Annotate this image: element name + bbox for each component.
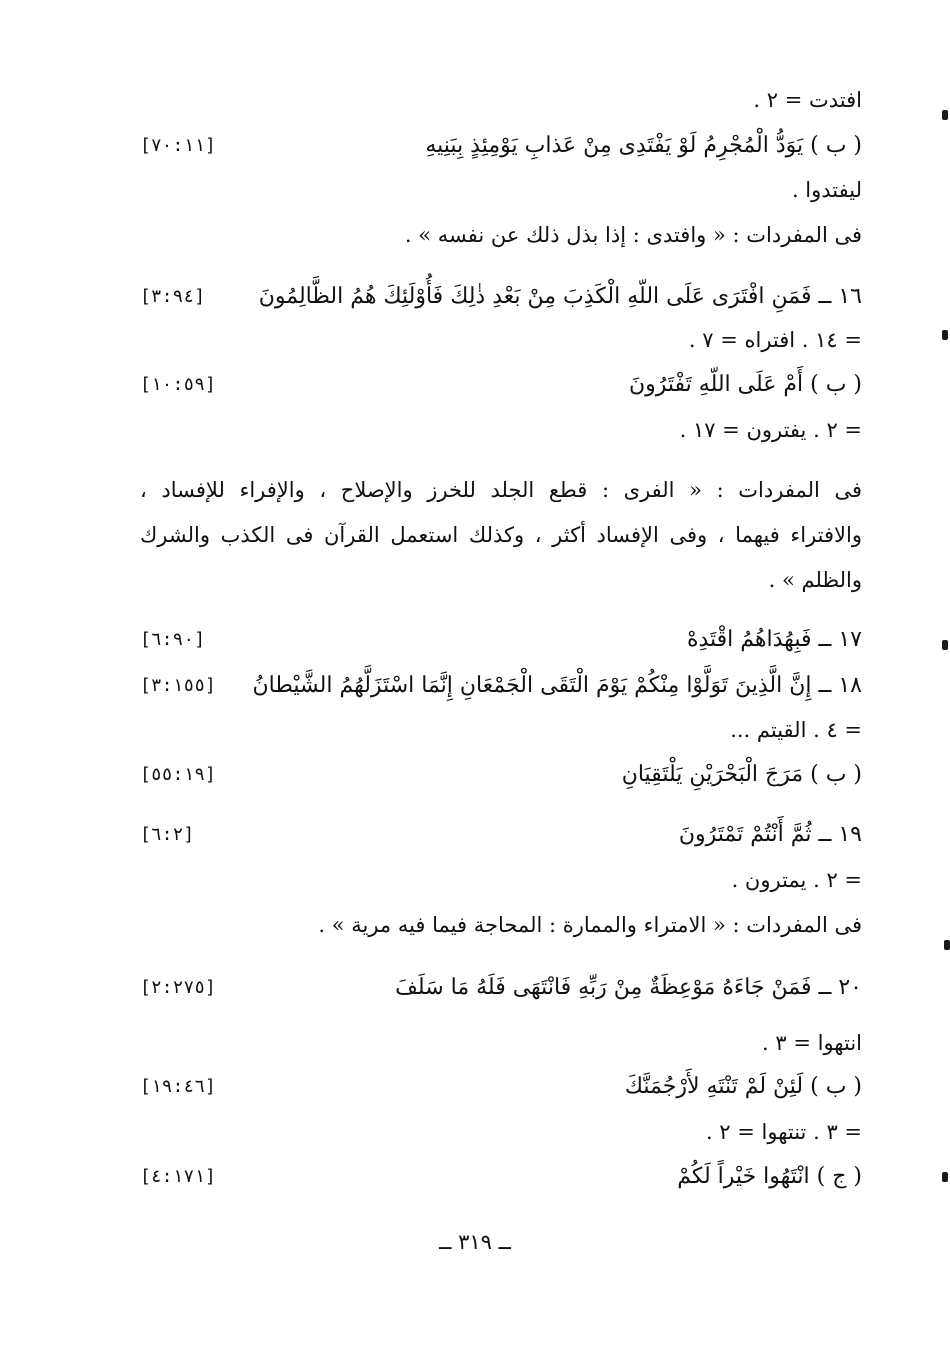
verse-line — [140, 1067, 862, 1107]
verse-text: ( ب ) أَمْ عَلَى اللّهِ تَفْتَرُونَ — [628, 372, 862, 397]
verse-text: ( ب ) مَرَجَ الْبَحْرَيْنِ يَلْتَقِيَانِ — [621, 762, 862, 787]
text-line — [140, 80, 862, 120]
verse-line — [140, 1157, 862, 1197]
text-line — [140, 710, 862, 750]
text-line — [140, 320, 862, 360]
verse-line — [140, 277, 862, 317]
line-text: انتهوا = ٣ . — [762, 1031, 862, 1055]
margin-mark — [942, 1172, 948, 1182]
line-text: فى المفردات : « الامتراء والممارة : المحاجة فيما فيه مرية » . — [318, 913, 862, 937]
verse-text: ١٧ ــ فَبِهُدَاهُمُ اقْتَدِهْ — [686, 627, 862, 652]
verse-line — [140, 126, 862, 166]
verse-line — [140, 968, 862, 1008]
verse-line — [140, 620, 862, 660]
line-text: = ٢ . يمترون . — [731, 868, 862, 892]
line-text: فى المفردات : « الفرى : قطع الجلد للخرز والإصلاح ، والإفراء للإفساد ، — [140, 478, 862, 502]
verse-text: ( ب ) يَوَدُّ الْمُجْرِمُ لَوْ يَفْتَدِى مِنْ عَذابِ يَوْمِئِذٍ بِبَنِيهِ — [425, 133, 862, 158]
line-text: = ٣ . تنتهوا = ٢ . — [705, 1120, 862, 1144]
verse-reference: [١٩:٤٦] — [140, 1076, 216, 1097]
line-text: = ٢ . يفترون = ١٧ . — [679, 418, 862, 442]
verse-text: ( ج ) انْتَهُوا خَيْراً لَكُمْ — [677, 1164, 862, 1189]
verse-reference: [١٠:٥٩] — [140, 374, 216, 395]
margin-mark — [942, 110, 948, 120]
page-number: ــ ٣١٩ ــ — [439, 1230, 511, 1254]
text-line — [140, 170, 862, 210]
verse-reference: [٥٥:١٩] — [140, 764, 216, 785]
text-line — [140, 1023, 862, 1063]
verse-reference: [٣:١٥٥] — [140, 675, 216, 696]
line-text: ليفتدوا . — [791, 178, 862, 202]
verse-text: ١٨ ــ إِنَّ الَّذِينَ تَوَلَّوْا مِنْكُمْ يَوْمَ الْتَقَى الْجَمْعَانِ إِنَّمَا اسْتَزَلَّهُمُ الشَّيْطانُ — [252, 673, 862, 698]
margin-mark — [942, 640, 948, 650]
text-line — [140, 410, 862, 450]
dictionary-note — [140, 905, 862, 945]
line-text: والافتراء فيهما ، وفى الإفساد أكثر ، وكذلك استعمل القرآن فى الكذب والشرك — [140, 523, 862, 547]
line-text: فى المفردات : « وافتدى : إذا بذل ذلك عن نفسه » . — [404, 223, 862, 247]
verse-line — [140, 755, 862, 795]
verse-line — [140, 666, 862, 706]
text-line — [140, 860, 862, 900]
verse-reference: [٢:٢٧٥] — [140, 977, 216, 998]
verse-reference: [٦:٢] — [140, 824, 195, 845]
dictionary-note — [140, 515, 862, 555]
verse-text: ١٦ ــ فَمَنِ افْتَرَى عَلَى اللّهِ الْكَذِبَ مِنْ بَعْدِ ذٰلِكَ فَأُوْلَئِكَ هُمُ الظَّالِمُونَ — [258, 284, 862, 309]
verse-line — [140, 365, 862, 405]
verse-text: ٢٠ ــ فَمَنْ جَاءَهُ مَوْعِظَةٌ مِنْ رَبِّهِ فَانْتَهَى فَلَهُ مَا سَلَفَ — [395, 975, 862, 1000]
verse-text: ( ب ) لَئِنْ لَمْ تَنْتَهِ لأَرْجُمَنَّكَ — [624, 1074, 862, 1099]
margin-mark — [942, 330, 948, 340]
verse-reference: [٦:٩٠] — [140, 629, 206, 650]
line-text: افتدت = ٢ . — [753, 88, 862, 112]
verse-line — [140, 815, 862, 855]
line-text: = ١٤ . افتراه = ٧ . — [688, 328, 862, 352]
dictionary-note — [140, 470, 862, 510]
line-text: والظلم » . — [768, 568, 862, 592]
line-text: = ٤ . القيتم ... — [730, 718, 862, 742]
text-line — [140, 1112, 862, 1152]
verse-text: ١٩ ــ ثُمَّ أَنْتُمْ تَمْتَرُونَ — [678, 822, 862, 847]
dictionary-note — [140, 215, 862, 255]
verse-reference: [٤:١٧١] — [140, 1166, 216, 1187]
verse-reference: [٣:٩٤] — [140, 286, 206, 307]
margin-mark — [944, 940, 950, 950]
dictionary-note — [140, 560, 862, 600]
verse-reference: [٧٠:١١] — [140, 135, 216, 156]
